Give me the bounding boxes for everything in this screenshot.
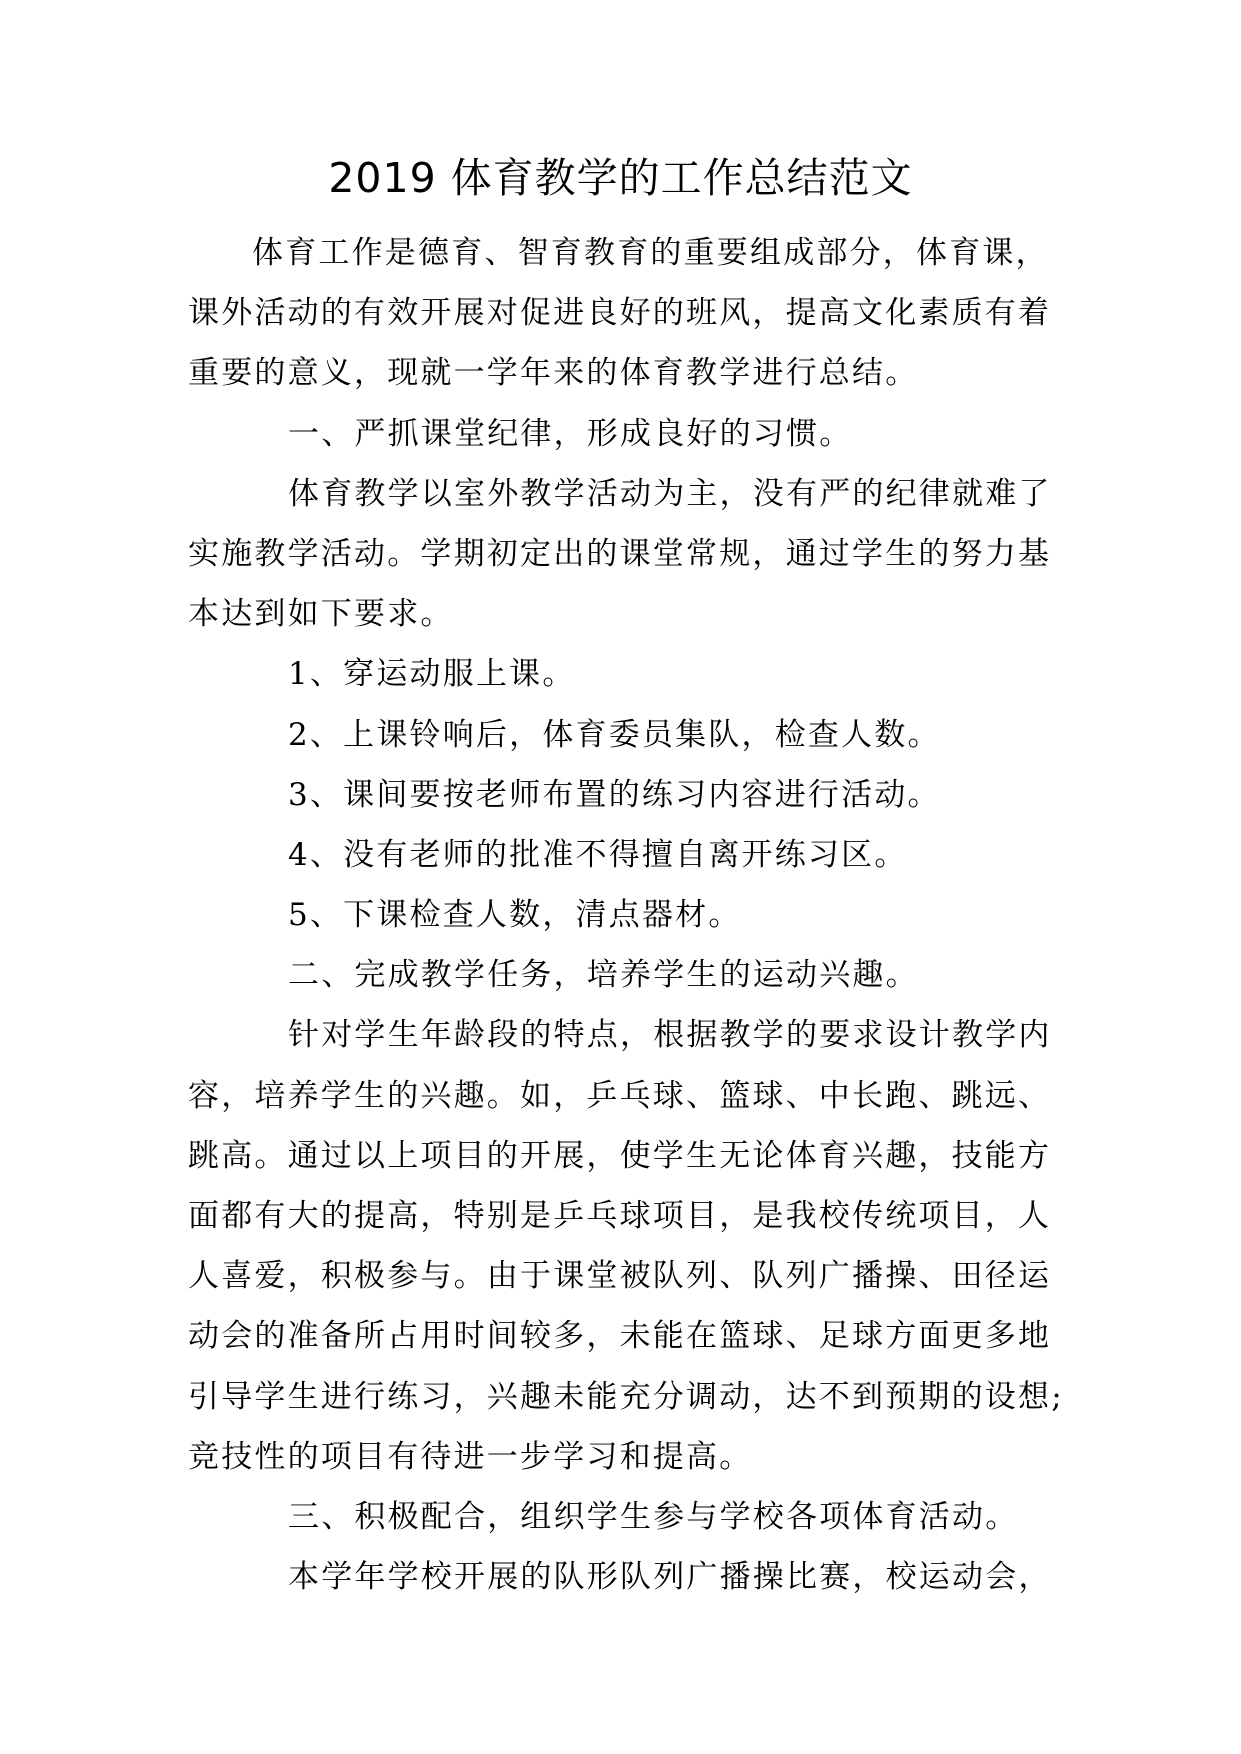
paragraph-line: 实施教学活动。学期初定出的课堂常规，通过学生的努力基 [188,535,1052,572]
paragraph-line: 本学年学校开展的队形队列广播操比赛，校运动会， [288,1559,1052,1596]
document-title: 2019 体育教学的工作总结范文 [328,154,913,202]
section-heading: 二、完成教学任务，培养学生的运动兴趣。 [288,957,919,994]
paragraph-line: 引导学生进行练习，兴趣未能充分调动，达不到预期的设想; [188,1378,1064,1415]
list-item: 3、课间要按老师布置的练习内容进行活动。 [288,776,941,813]
paragraph-line: 面都有大的提高，特别是乒乓球项目，是我校传统项目，人 [188,1198,1052,1234]
paragraph-line: 跳高。通过以上项目的开展，使学生无论体育兴趣，技能方 [188,1137,1052,1174]
paragraph-line: 动会的准备所占用时间较多，未能在篮球、足球方面更多地 [188,1318,1052,1355]
paragraph-line: 容，培养学生的兴趣。如，乒乓球、篮球、中长跑、跳远、 [188,1077,1052,1114]
section-heading: 一、严抓课堂纪律，形成良好的习惯。 [288,415,853,452]
section-heading: 三、积极配合，组织学生参与学校各项体育活动。 [288,1498,1019,1535]
paragraph-line: 人喜爱，积极参与。由于课堂被队列、队列广播操、田径运 [188,1258,1052,1295]
paragraph-line: 本达到如下要求。 [188,596,454,633]
paragraph-line: 体育工作是德育、智育教育的重要组成部分，体育课， [252,235,1049,271]
document-body [188,223,1064,1607]
list-item: 2、上课铃响后，体育委员集队，检查人数。 [288,716,941,753]
list-item: 1、穿运动服上课。 [288,656,576,693]
paragraph-line: 重要的意义，现就一学年来的体育教学进行总结。 [188,355,919,392]
paragraph-line: 体育教学以室外教学活动为主，没有严的纪律就难了 [288,475,1052,512]
paragraph-line: 课外活动的有效开展对促进良好的班风，提高文化素质有着 [188,295,1052,332]
paragraph-line: 针对学生年龄段的特点，根据教学的要求设计教学内 [288,1017,1052,1054]
list-item: 4、没有老师的批准不得擅自离开练习区。 [288,836,908,873]
list-item: 5、下课检查人数，清点器材。 [288,897,742,934]
paragraph-line: 竞技性的项目有待进一步学习和提高。 [188,1438,753,1475]
